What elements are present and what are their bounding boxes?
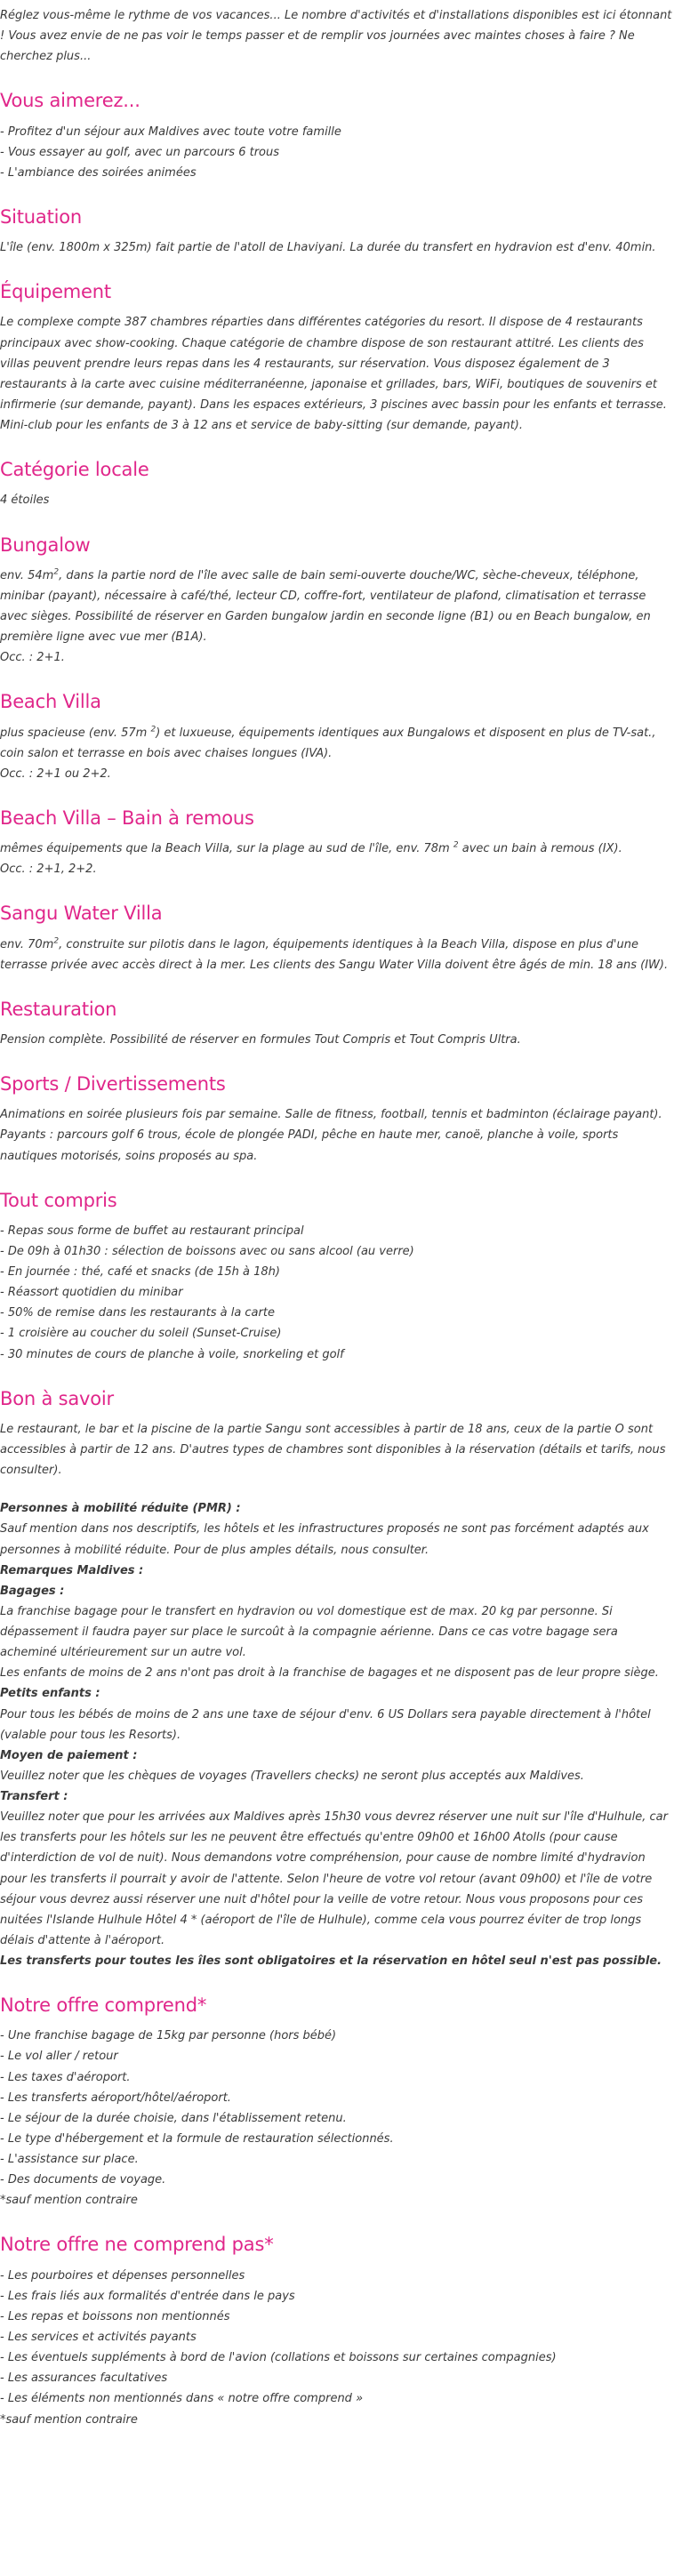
section-title-sports: Sports / Divertissements (0, 1073, 226, 1095)
list-item: - Repas sous forme de buffet au restaurant principal (0, 1224, 304, 1238)
section-title-sangu: Sangu Water Villa (0, 903, 163, 925)
list-item: - L'assistance sur place. (0, 2153, 139, 2167)
section-title-offre-comprend: Notre offre comprend* (0, 1994, 207, 2017)
transfert-label: Transfert : (0, 1790, 68, 1803)
section-title-offre-ne-comprend: Notre offre ne comprend pas* (0, 2234, 274, 2256)
offre-comprend-list (0, 2026, 674, 2211)
restauration-text: Pension complète. Possibilité de réserver en formules Tout Compris et Tout Compris Ultra. (0, 1032, 521, 1047)
list-item: - Le vol aller / retour (0, 2050, 118, 2064)
paiement-label: Moyen de paiement : (0, 1748, 138, 1762)
section-title-restauration: Restauration (0, 998, 117, 1020)
enfants-text: Pour tous les bébés de moins de 2 ans une taxe de séjour d'env. 6 US Dollars sera payable directement à l'hôtel (valable pour tous les Resorts). (0, 1707, 651, 1742)
remarques-label: Remarques Maldives : (0, 1563, 144, 1577)
list-item: - Vous essayer au golf, avec un parcours 6 trous (0, 145, 280, 159)
list-item: - Les frais liés aux formalités d'entrée dans le pays (0, 2289, 295, 2303)
beach-villa-text: plus spacieuse (env. 57m $^2$) et luxueuse, équipements identiques aux Bungalows et disposent en plus de TV-sat., coin salon et terrasse en bois avec chaises longues (IVA). (0, 725, 656, 760)
sangu-text: env. $70m^2$, construite sur pilotis dans le lagon, équipements identiques à la Beach Villa, dispose en plus d'une terrasse privée avec accès direct à la mer. Les clients des Sangu Water Villa doivent être âgés de min. 18 ans (IW). (0, 936, 669, 972)
section-title-vous-aimerez: Vous aimerez... (0, 90, 140, 112)
offre-ne-comprend-list (0, 2266, 674, 2430)
bungalow-text: env. $54m^2$, dans la partie nord de l'île avec salle de bain semi-ouverte douche/WC, sèche-cheveux, téléphone, minibar (payant), nécessaire à café/thé, lecteur CD, coffre-fort, ventilateur de plafond, climatisation et terrasse avec sièges. Possibilité de réserver en Garden bungalow jardin en seconde ligne (B1) ou en Beach bungalow, en première ligne avec vue mer (B1A). (0, 567, 651, 645)
list-item: - Le séjour de la durée choisie, dans l'établissement retenu. (0, 2111, 347, 2125)
section-title-situation: Situation (0, 205, 83, 228)
pmr-label: Personnes à mobilité réduite (PMR) : (0, 1502, 241, 1516)
bagages-text-2: Les enfants de moins de 2 ans n'ont pas droit à la franchise de bagages et ne disposent pas de leur propre siège. (0, 1666, 659, 1681)
section-title-categorie: Catégorie locale (0, 459, 149, 481)
bon-a-savoir-text: Le restaurant, le bar et la piscine de la partie Sangu sont accessibles à partir de 18 ans, ceux de la partie O sont accessibles à partir de 12 ans. D'autres types de chambres sont disponibles à la réservation (détails et tarifs, nous consulter). (0, 1422, 666, 1478)
pmr-text: Sauf mention dans nos descriptifs, les hôtels et les infrastructures proposés ne sont pas forcément adaptés aux personnes à mobilité réduite. Pour de plus amples détails, nous consulter. (0, 1522, 649, 1557)
categorie-text: 4 étoiles (0, 494, 50, 508)
bungalow-occupancy: Occ. : 2+1. (0, 651, 65, 665)
list-item: - De 09h à 01h30 : sélection de boissons avec ou sans alcool (au verre) (0, 1244, 414, 1258)
section-title-beach-villa: Beach Villa (0, 691, 101, 713)
section-title-bungalow: Bungalow (0, 534, 91, 556)
list-item: - En journée : thé, café et snacks (de 15h à 18h) (0, 1265, 280, 1280)
list-item: - Les taxes d'aéroport. (0, 2070, 131, 2084)
bagages-label: Bagages : (0, 1584, 65, 1598)
beach-villa-bain-occupancy: Occ. : 2+1, 2+2. (0, 863, 97, 877)
section-title-beach-villa-bain: Beach Villa – Bain à remous (0, 807, 254, 829)
beach-villa-bain-text: mêmes équipements que la Beach Villa, sur la plage au sud de l'île, env. 78m $^2$ avec un bain à remous (IX). (0, 840, 622, 856)
list-item: - Une franchise bagage de 15kg par personne (hors bébé) (0, 2029, 337, 2043)
list-item: - Les éléments non mentionnés dans « notre offre comprend » (0, 2392, 364, 2406)
equipement-text: Le complexe compte 387 chambres réparties dans différentes catégories du resort. Il dispose de 4 restaurants principaux avec show-cooking. Chaque catégorie de chambre dispose de son restaurant attitré. Les clients des villas peuvent prendre leurs repas dans les 4 restaurants, sur réservation. Vous disposez également de 3 restaurants à la carte avec cuisine méditerranéenne, japonaise et grillades, bars, WiFi, boutiques de souvenirs et infirmerie (sur demande, payant). Dans les espaces extérieurs, 3 piscines avec bassin pour les enfants et terrasse. Mini-club pour les enfants de 3 à 12 ans et service de baby-sitting (sur demande, payant). (0, 316, 667, 433)
bagages-text: La franchise bagage pour le transfert en hydravion ou vol domestique est de max. 20 kg par personne. Si dépassement il faudra payer sur place le surcoût à la compagnie aérienne. Dans ce cas votre bagage sera acheminé ultérieurement sur un autre vol. (0, 1604, 618, 1660)
tout-compris-list (0, 1221, 674, 1365)
list-item: - Le type d'hébergement et la formule de restauration sélectionnés. (0, 2131, 394, 2146)
list-item: - 1 croisière au coucher du soleil (Sunset-Cruise) (0, 1327, 282, 1341)
footnote: *sauf mention contraire (0, 2412, 138, 2427)
list-item: - Profitez d'un séjour aux Maldives avec toute votre famille (0, 124, 341, 139)
list-item: - Les éventuels suppléments à bord de l'avion (collations et boissons sur certaines compagnies) (0, 2351, 557, 2365)
list-item: - Réassort quotidien du minibar (0, 1286, 183, 1300)
list-item: - Des documents de voyage. (0, 2173, 166, 2187)
section-title-equipement: Équipement (0, 281, 111, 303)
list-item: - L'ambiance des soirées animées (0, 165, 197, 180)
spacer (0, 1481, 674, 1498)
section-title-tout-compris: Tout compris (0, 1189, 117, 1211)
situation-text: L'île (env. 1800m x 325m) fait partie de l'atoll de Lhaviyani. La durée du transfert en hydravion est d'env. 40min. (0, 241, 656, 255)
footnote: *sauf mention contraire (0, 2194, 138, 2208)
enfants-label: Petits enfants : (0, 1687, 100, 1701)
list-item: - Les pourboires et dépenses personnelles (0, 2268, 245, 2283)
intro-text: Réglez vous-même le rythme de vos vacances... Le nombre d'activités et d'installations disponibles est ici étonnant ! Vous avez envie de ne pas voir le temps passer et de remplir vos journées avec maintes choses à faire ? Ne cherchez plus... (0, 9, 672, 64)
list-item: - Les repas et boissons non mentionnés (0, 2309, 230, 2323)
list-item: - 50% de remise dans les restaurants à la carte (0, 1306, 275, 1320)
vous-aimerez-list (0, 122, 674, 183)
list-item: - 30 minutes de cours de planche à voile, snorkeling et golf (0, 1347, 344, 1361)
list-item: - Les services et activités payants (0, 2331, 197, 2344)
list-item: - Les transferts aéroport/hôtel/aéroport. (0, 2090, 231, 2105)
section-title-bon-a-savoir: Bon à savoir (0, 1387, 114, 1409)
beach-villa-occupancy: Occ. : 2+1 ou 2+2. (0, 766, 111, 781)
list-item: - Les assurances facultatives (0, 2371, 168, 2386)
transfert-text: Veuillez noter que pour les arrivées aux Maldives après 15h30 vous devrez réserver une nuit sur l'île d'Hulhule, car les transferts pour les hôtels sur les ne peuvent être effectués qu'entre 09h00 et 16h00 Atolls (pour cause d'interdiction de vol de nuit). Nous demandons votre compréhension, pour cause de nombre limité d'hydravion pour les transferts il pourrait y avoir de l'attente. Selon l'heure de votre vol retour (avant 09h00) et l'île de votre séjour vous devrez aussi réserver une nuit d'hôtel pour la veille de votre retour. Nous vous proposons pour ces nuitées l'Islande Hulhule Hôtel 4 * (aéroport de l'île de Hulhule), comme cela vous pourrez éviter de trop longs délais d'attente à l'aéroport. (0, 1810, 668, 1947)
transfert-bold-text: Les transferts pour toutes les îles sont obligatoires et la réservation en hôtel seul n'est pas possible. (0, 1954, 662, 1968)
sports-text: Animations en soirée plusieurs fois par semaine. Salle de fitness, football, tennis et badminton (éclairage payant). Payants : parcours golf 6 trous, école de plongée PADI, pêche en haute mer, canoë, planche à voile, sports nautiques motorisés, soins proposés au spa. (0, 1108, 662, 1163)
paiement-text: Veuillez noter que les chèques de voyages (Travellers checks) ne seront plus acceptés aux Maldives. (0, 1769, 584, 1783)
